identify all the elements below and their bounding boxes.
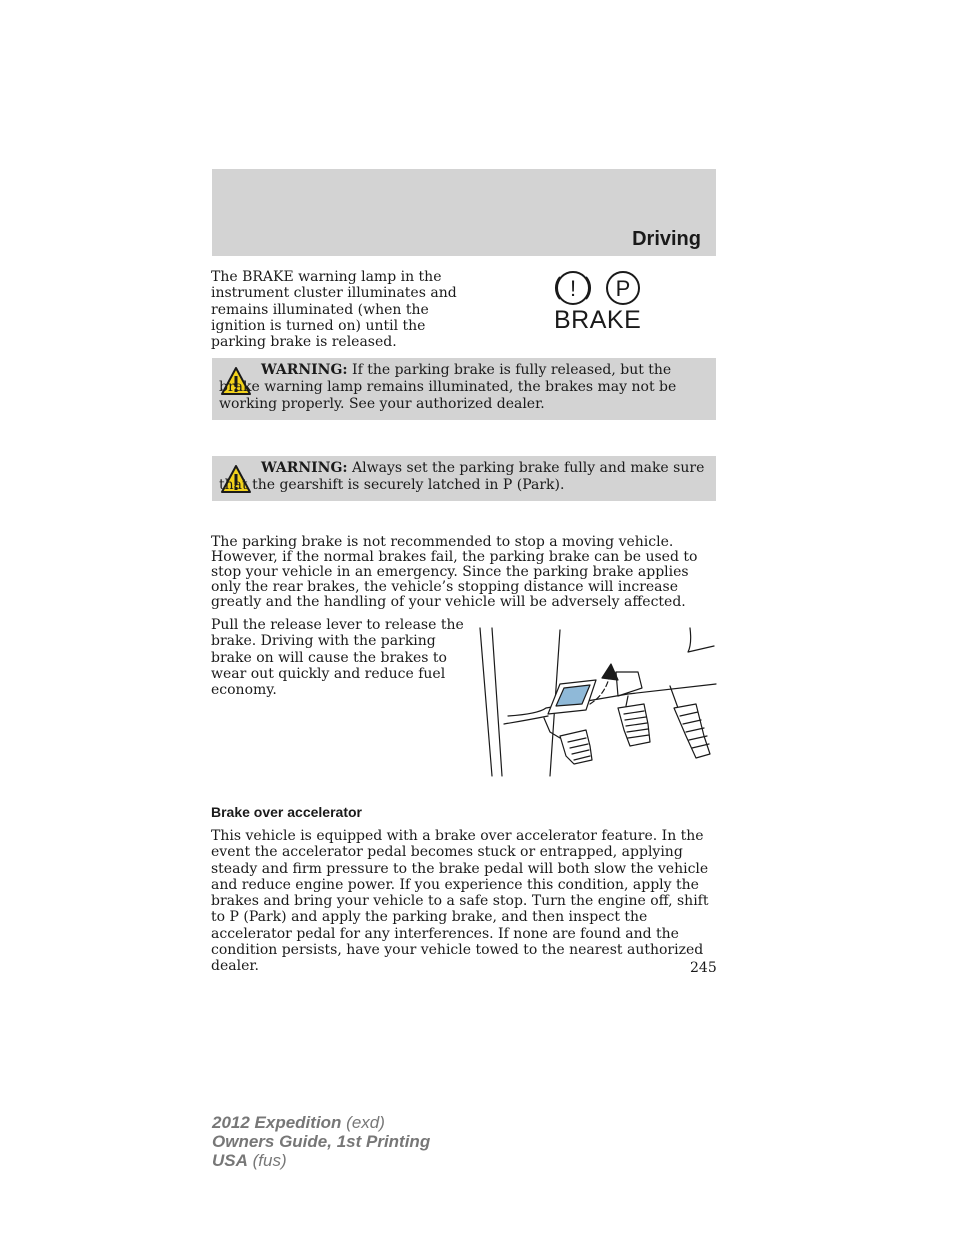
warning-box-park (212, 456, 716, 501)
warning-body: If the parking brake is fully released, but the brake warning lamp remains illuminated, the brakes may not be working properly. See your authorized dealer. (219, 362, 677, 412)
section-title: Driving (632, 228, 701, 250)
section-header-band (212, 169, 716, 256)
warning-text (219, 362, 709, 413)
page-number: 245 (690, 960, 717, 976)
footer-region: USA (212, 1151, 248, 1170)
lamp-exclaim-glyph: ! (569, 276, 577, 301)
warning-label: WARNING: (261, 460, 348, 476)
footer-guide: Owners Guide, 1st Printing (212, 1132, 431, 1151)
intro-paragraph: The BRAKE warning lamp in the instrument cluster illuminates and remains illuminated (when the ignition is turned on) until the parking brake is released. (211, 269, 457, 351)
document-footer (212, 1113, 430, 1170)
warning-body: Always set the parking brake fully and make sure that the gearshift is securely latched in P (Park). (219, 460, 705, 493)
warning-label: WARNING: (261, 362, 348, 378)
release-paragraph: Pull the release lever to release the brake. Driving with the parking brake on will cause the brakes to wear out quickly and reduce fuel economy. (211, 617, 464, 699)
section-subheading: Brake over accelerator (211, 804, 362, 820)
footer-region-code: (fus) (247, 1151, 287, 1170)
footer-model: 2012 Expedition (212, 1113, 342, 1132)
footer-model-code: (exd) (341, 1113, 385, 1132)
parking-brake-release-illustration (478, 624, 718, 780)
brake-over-accelerator-paragraph: This vehicle is equipped with a brake over accelerator feature. In the event the accelerator pedal becomes stuck or entrapped, applying steady and firm pressure to the brake pedal will both slow the vehicle and reduce engine power. If you experience this condition, apply the brakes and bring your vehicle to a safe stop. Turn the engine off, shift to P (Park) and apply the parking brake, and then inspect the accelerator pedal for any interferences. If none are found and the condition persists, have your vehicle towed to the nearest authorized dealer. (211, 828, 709, 975)
emergency-paragraph: The parking brake is not recommended to stop a moving vehicle. However, if the normal brakes fail, the parking brake can be used to stop your vehicle in an emergency. Since the parking brake applies only the rear brakes, the vehicle’s stopping distance will increase greatly and the handling of your vehicle will be adversely affected. (211, 534, 698, 610)
lamp-park-glyph: P (615, 276, 631, 301)
lamp-brake-word: BRAKE (554, 306, 642, 334)
warning-text (219, 460, 709, 494)
warning-box-lamp (212, 358, 716, 420)
